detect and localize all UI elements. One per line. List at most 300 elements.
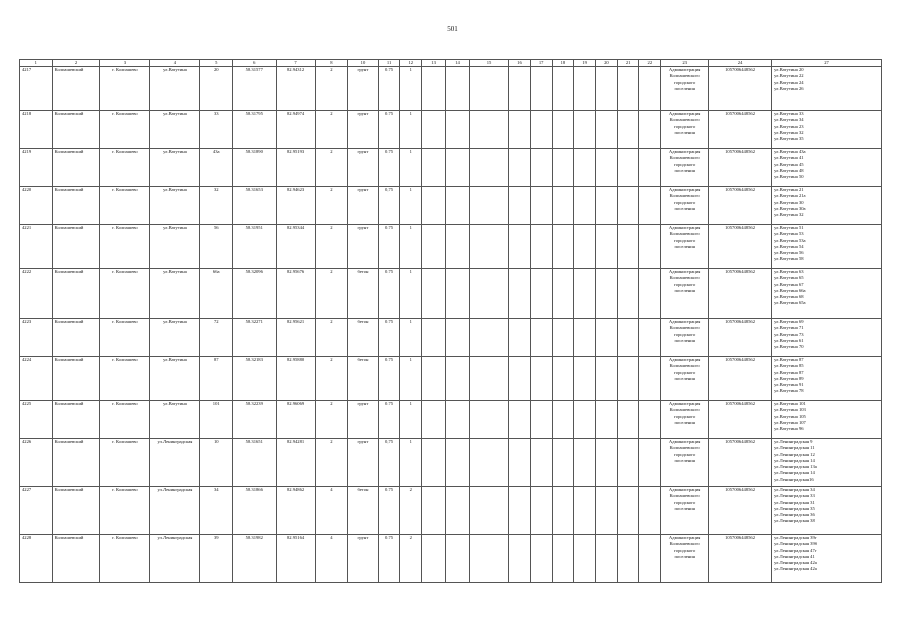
cell-col-11: 0,75 [378,439,400,487]
cell-record-id: 4225 [20,401,53,439]
cell-col-17 [530,149,552,187]
column-number: 3 [100,60,150,67]
column-number: 24 [709,60,772,67]
cell-col-21 [617,319,639,357]
cell-administration: Администрация Колпашевского городского поселения [661,439,709,487]
cell-record-id: 4224 [20,357,53,401]
cell-col-19 [574,439,596,487]
cell-col-8: 2 [315,187,348,225]
cell-town: г. Колпашево [100,319,150,357]
cell-latitude: 58.32096 [233,269,276,319]
cell-col-13 [422,487,446,535]
cell-col-18 [552,401,574,439]
cell-col-11: 0.75 [378,401,400,439]
cell-administration: Администрация Колпашевского городского поселения [661,319,709,357]
cell-col-17 [530,439,552,487]
cell-house: 33 [200,111,233,149]
cell-served-addresses: ул.Ватутина 69 ул.Ватутина 71 ул.Ватутина 73 ул.Ватутина 61 ул.Ватутина 70 [772,319,882,357]
cell-col-20 [596,111,618,149]
column-number: 7 [276,60,315,67]
column-number: 2 [52,60,100,67]
cell-col-15 [469,487,508,535]
table-row [20,319,882,357]
cell-col-14 [446,149,470,187]
cell-district: Колпашевский [52,357,100,401]
cell-surface: бетон [348,319,378,357]
cell-col-20 [596,225,618,269]
column-number: 21 [617,60,639,67]
cell-latitude: 58.31577 [233,67,276,111]
cell-ogrn: 1057006448562 [709,487,772,535]
cell-town: г. Колпашево [100,487,150,535]
cell-col-21 [617,149,639,187]
cell-col-21 [617,357,639,401]
cell-col-19 [574,225,596,269]
cell-col-22 [639,319,661,357]
cell-house: 20 [200,67,233,111]
cell-record-id: 4217 [20,67,53,111]
cell-col-8: 2 [315,269,348,319]
cell-col-14 [446,401,470,439]
column-number: 14 [446,60,470,67]
cell-col-8: 2 [315,149,348,187]
cell-col-15 [469,269,508,319]
cell-col-16 [509,187,531,225]
cell-col-20 [596,357,618,401]
cell-ogrn: 1057006448562 [709,187,772,225]
cell-col-13 [422,111,446,149]
table-row [20,149,882,187]
cell-record-id: 4223 [20,319,53,357]
cell-col-18 [552,319,574,357]
cell-col-8: 2 [315,111,348,149]
column-number: 10 [348,60,378,67]
cell-col-13 [422,401,446,439]
cell-col-15 [469,535,508,583]
cell-col-16 [509,401,531,439]
cell-served-addresses: ул.Ватутина 43а ул.Ватутина 41 ул.Ватутина 45 ул.Ватутина 48 ул.Ватутина 50 [772,149,882,187]
cell-col-17 [530,319,552,357]
cell-col-22 [639,487,661,535]
cell-col-21 [617,111,639,149]
cell-administration: Администрация Колпашевского городского поселения [661,535,709,583]
cell-house: 56 [200,225,233,269]
cell-town: г. Колпашево [100,269,150,319]
cell-col-22 [639,357,661,401]
table-row [20,269,882,319]
cell-surface: бетон [348,269,378,319]
cell-latitude: 58.31653 [233,187,276,225]
cell-served-addresses: ул.Ленинградская 39г ул.Ленинградская 39б ул.Ленинградская 47г ул.Ленинградская 41 ул.Ленинградская 42а ул.Ленинградская 42а [772,535,882,583]
cell-house: 34 [200,487,233,535]
cell-col-15 [469,67,508,111]
cell-record-id: 4227 [20,487,53,535]
cell-served-addresses: ул.Ватутина 21 ул.Ватутина 21а ул.Ватутина 30 ул.Ватутина 30а ул.Ватутина 32 [772,187,882,225]
cell-longitude: 82.94281 [276,439,315,487]
cell-longitude: 82.95676 [276,269,315,319]
cell-street: ул.Ленинградская [150,535,200,583]
cell-col-16 [509,357,531,401]
cell-col-16 [509,111,531,149]
cell-col-13 [422,225,446,269]
cell-surface: грунт [348,187,378,225]
cell-col-20 [596,149,618,187]
cell-col-18 [552,67,574,111]
cell-col-19 [574,111,596,149]
cell-town: г. Колпашево [100,535,150,583]
column-number: 6 [233,60,276,67]
cell-col-15 [469,319,508,357]
cell-house: 39 [200,535,233,583]
cell-col-17 [530,401,552,439]
cell-record-id: 4221 [20,225,53,269]
cell-col-19 [574,269,596,319]
cell-ogrn: 1057006448562 [709,401,772,439]
column-number: 11 [378,60,400,67]
cell-col-14 [446,357,470,401]
cell-col-19 [574,401,596,439]
cell-col-20 [596,487,618,535]
cell-street: ул.Ватутина [150,187,200,225]
cell-latitude: 58.31951 [233,225,276,269]
cell-surface: грунт [348,535,378,583]
cell-col-14 [446,319,470,357]
cell-record-id: 4228 [20,535,53,583]
cell-col-13 [422,187,446,225]
cell-district: Колпашевский [52,401,100,439]
cell-col-21 [617,187,639,225]
cell-street: ул.Ватутина [150,111,200,149]
cell-col-15 [469,187,508,225]
cell-col-14 [446,225,470,269]
cell-col-22 [639,439,661,487]
cell-col-19 [574,487,596,535]
cell-town: г. Колпашево [100,187,150,225]
cell-house: 66а [200,269,233,319]
cell-col-19 [574,67,596,111]
cell-street: ул.Ватутина [150,149,200,187]
cell-col-14 [446,269,470,319]
column-number: 4 [150,60,200,67]
cell-record-id: 4222 [20,269,53,319]
cell-col-11: 0.75 [378,149,400,187]
cell-district: Колпашевский [52,269,100,319]
cell-administration: Администрация Колпашевского городского поселения [661,67,709,111]
cell-col-20 [596,401,618,439]
cell-administration: Администрация Колпашевского городского поселения [661,487,709,535]
cell-house: 43а [200,149,233,187]
cell-col-16 [509,67,531,111]
cell-col-12: 1 [400,187,422,225]
cell-col-13 [422,67,446,111]
cell-district: Колпашевский [52,439,100,487]
cell-served-addresses: ул.Ватутина 63 ул.Ватутина 65 ул.Ватутина 67 ул.Ватутина 66а ул.Ватутина 68 ул.Ватутина 65а [772,269,882,319]
cell-col-18 [552,269,574,319]
cell-col-22 [639,111,661,149]
cell-street: ул.Ватутина [150,357,200,401]
cell-house: 72 [200,319,233,357]
cell-col-22 [639,67,661,111]
cell-col-17 [530,269,552,319]
cell-served-addresses: ул.Ватутина 51 ул.Ватутина 53 ул.Ватутина 53а ул.Ватутина 54 ул.Ватутина 56 ул.Ватутина 58 [772,225,882,269]
cell-latitude: 58.32183 [233,357,276,401]
cell-surface: бетон [348,357,378,401]
cell-surface: грунт [348,111,378,149]
cell-longitude: 82.95880 [276,357,315,401]
cell-town: г. Колпашево [100,439,150,487]
cell-col-18 [552,357,574,401]
cell-col-22 [639,225,661,269]
cell-col-14 [446,487,470,535]
cell-col-21 [617,225,639,269]
column-number: 16 [509,60,531,67]
cell-col-17 [530,225,552,269]
cell-col-20 [596,187,618,225]
cell-ogrn: 1057006448562 [709,67,772,111]
cell-surface: грунт [348,67,378,111]
cell-street: ул.Ватутина [150,269,200,319]
cell-town: г. Колпашево [100,225,150,269]
cell-col-18 [552,111,574,149]
cell-latitude: 58.31982 [233,535,276,583]
column-number: 22 [639,60,661,67]
cell-district: Колпашевский [52,535,100,583]
cell-col-11: 0.75 [378,357,400,401]
cell-street: ул.Ватутина [150,67,200,111]
cell-col-19 [574,319,596,357]
cell-col-21 [617,67,639,111]
cell-col-22 [639,187,661,225]
cell-col-19 [574,357,596,401]
cell-served-addresses: ул.Ватутина 87 ул.Ватутина 85 ул.Ватутина 87 ул.Ватутина 89 ул.Ватутина 91 ул.Ватутина 78 [772,357,882,401]
table-row [20,357,882,401]
table-row [20,535,882,583]
cell-ogrn: 1057006448562 [709,111,772,149]
cell-ogrn: 1057006448562 [709,439,772,487]
cell-col-15 [469,401,508,439]
cell-street: ул.Ленинградская [150,487,200,535]
cell-district: Колпашевский [52,487,100,535]
cell-col-14 [446,535,470,583]
cell-administration: Администрация Колпашевского городского поселения [661,111,709,149]
table-row [20,111,882,149]
column-number: 19 [574,60,596,67]
cell-surface: бетон [348,487,378,535]
cell-col-11: 0,75 [378,187,400,225]
cell-house: 101 [200,401,233,439]
cell-col-12: 1 [400,225,422,269]
column-number: 8 [315,60,348,67]
cell-col-12: 1 [400,439,422,487]
cell-served-addresses: ул.Ленинградская 9 ул.Ленинградская 11 ул.Ленинградская 12 ул.Ленинградская 14 ул.Ленинградская 13а ул.Ленинградская 14 ул.Ленинградская16 [772,439,882,487]
cell-col-11: 0.75 [378,67,400,111]
table-row [20,439,882,487]
cell-col-17 [530,67,552,111]
container-sites-table [19,59,882,583]
cell-col-8: 4 [315,535,348,583]
cell-col-17 [530,111,552,149]
cell-town: г. Колпашево [100,149,150,187]
cell-longitude: 82.94862 [276,487,315,535]
cell-col-21 [617,439,639,487]
column-number: 15 [469,60,508,67]
cell-col-13 [422,319,446,357]
cell-col-20 [596,439,618,487]
column-number: 17 [530,60,552,67]
cell-col-14 [446,187,470,225]
cell-ogrn: 1057006448562 [709,357,772,401]
cell-administration: Администрация Колпашевского городского поселения [661,149,709,187]
cell-col-20 [596,535,618,583]
column-number: 1 [20,60,53,67]
cell-town: г. Колпашево [100,67,150,111]
cell-latitude: 58.32239 [233,401,276,439]
cell-ogrn: 1057006448562 [709,535,772,583]
cell-longitude: 82.95621 [276,319,315,357]
cell-col-14 [446,111,470,149]
column-number: 13 [422,60,446,67]
cell-surface: грунт [348,149,378,187]
cell-col-19 [574,535,596,583]
cell-col-18 [552,149,574,187]
cell-longitude: 82.94312 [276,67,315,111]
cell-col-16 [509,149,531,187]
cell-house: 32 [200,187,233,225]
cell-col-20 [596,269,618,319]
cell-col-21 [617,401,639,439]
cell-col-21 [617,487,639,535]
cell-street: ул.Ватутина [150,401,200,439]
cell-administration: Администрация Колпашевского городского поселения [661,357,709,401]
cell-col-18 [552,225,574,269]
page-number: 501 [447,25,458,33]
cell-col-17 [530,487,552,535]
header-row [20,60,882,67]
cell-record-id: 4220 [20,187,53,225]
cell-col-8: 4 [315,487,348,535]
column-number: 23 [661,60,709,67]
cell-col-11: 0.75 [378,319,400,357]
cell-house: 87 [200,357,233,401]
cell-col-8: 2 [315,357,348,401]
cell-longitude: 82.95164 [276,535,315,583]
cell-col-8: 2 [315,225,348,269]
table-row [20,401,882,439]
cell-col-17 [530,357,552,401]
cell-col-16 [509,269,531,319]
cell-col-12: 1 [400,149,422,187]
cell-col-15 [469,439,508,487]
cell-district: Колпашевский [52,319,100,357]
cell-col-12: 1 [400,401,422,439]
cell-town: г. Колпашево [100,357,150,401]
cell-col-16 [509,535,531,583]
cell-served-addresses: ул.Ватутина 101 ул.Ватутина 103 ул.Ватутина 105 ул.Ватутина 107 ул.Ватутина 96 [772,401,882,439]
cell-col-18 [552,187,574,225]
cell-col-14 [446,67,470,111]
cell-col-12: 1 [400,357,422,401]
column-number: 20 [596,60,618,67]
cell-administration: Администрация Колпашевского городского поселения [661,269,709,319]
cell-district: Колпашевский [52,225,100,269]
cell-longitude: 82.95344 [276,225,315,269]
cell-col-18 [552,535,574,583]
cell-street: ул.Ватутина [150,319,200,357]
cell-col-11: 0.75 [378,111,400,149]
cell-col-11: 0.75 [378,269,400,319]
cell-served-addresses: ул.Ленинградская 34 ул.Ленинградская 33 ул.Ленинградская 31 ул.Ленинградская 35 ул.Ленинградская 36 ул.Ленинградская 38 [772,487,882,535]
cell-col-20 [596,319,618,357]
cell-col-15 [469,111,508,149]
cell-col-8: 2 [315,401,348,439]
cell-district: Колпашевский [52,149,100,187]
cell-surface: грунт [348,401,378,439]
cell-col-16 [509,439,531,487]
cell-col-8: 2 [315,319,348,357]
table-row [20,225,882,269]
cell-latitude: 58.31795 [233,111,276,149]
column-number: 18 [552,60,574,67]
cell-street: ул.Ватутина [150,225,200,269]
cell-col-15 [469,357,508,401]
cell-col-16 [509,487,531,535]
cell-longitude: 82.94974 [276,111,315,149]
cell-col-12: 1 [400,111,422,149]
cell-street: ул.Ленинградская [150,439,200,487]
cell-col-12: 2 [400,487,422,535]
cell-ogrn: 1057006448562 [709,149,772,187]
column-number: 5 [200,60,233,67]
cell-record-id: 4226 [20,439,53,487]
cell-house: 10 [200,439,233,487]
cell-col-12: 1 [400,67,422,111]
cell-col-11: 0.75 [378,535,400,583]
cell-col-8: 2 [315,439,348,487]
cell-col-15 [469,149,508,187]
cell-district: Колпашевский [52,67,100,111]
cell-record-id: 4219 [20,149,53,187]
cell-col-22 [639,535,661,583]
cell-col-13 [422,269,446,319]
cell-surface: грунт [348,225,378,269]
cell-col-12: 1 [400,269,422,319]
cell-col-18 [552,487,574,535]
cell-col-15 [469,225,508,269]
cell-col-22 [639,149,661,187]
column-number: 27 [772,60,882,67]
table-row [20,187,882,225]
cell-col-21 [617,535,639,583]
cell-col-17 [530,535,552,583]
cell-ogrn: 1057006448562 [709,319,772,357]
cell-col-14 [446,439,470,487]
cell-col-16 [509,225,531,269]
column-number: 12 [400,60,422,67]
cell-col-22 [639,401,661,439]
cell-col-22 [639,269,661,319]
cell-served-addresses: ул.Ватутина 33 ул.Ватутина 34 ул.Ватутина 23 ул.Ватутина 32 ул.Ватутина 35 [772,111,882,149]
cell-town: г. Колпашево [100,401,150,439]
cell-col-12: 1 [400,319,422,357]
cell-surface: грунт [348,439,378,487]
cell-record-id: 4218 [20,111,53,149]
table-row [20,67,882,111]
cell-ogrn: 1057006448562 [709,269,772,319]
cell-col-11: 0.75 [378,487,400,535]
cell-longitude: 82.94623 [276,187,315,225]
cell-served-addresses: ул.Ватутина 20 ул.Ватутина 22 ул.Ватутина 24 ул.Ватутина 26 [772,67,882,111]
cell-town: г. Колпашево [100,111,150,149]
